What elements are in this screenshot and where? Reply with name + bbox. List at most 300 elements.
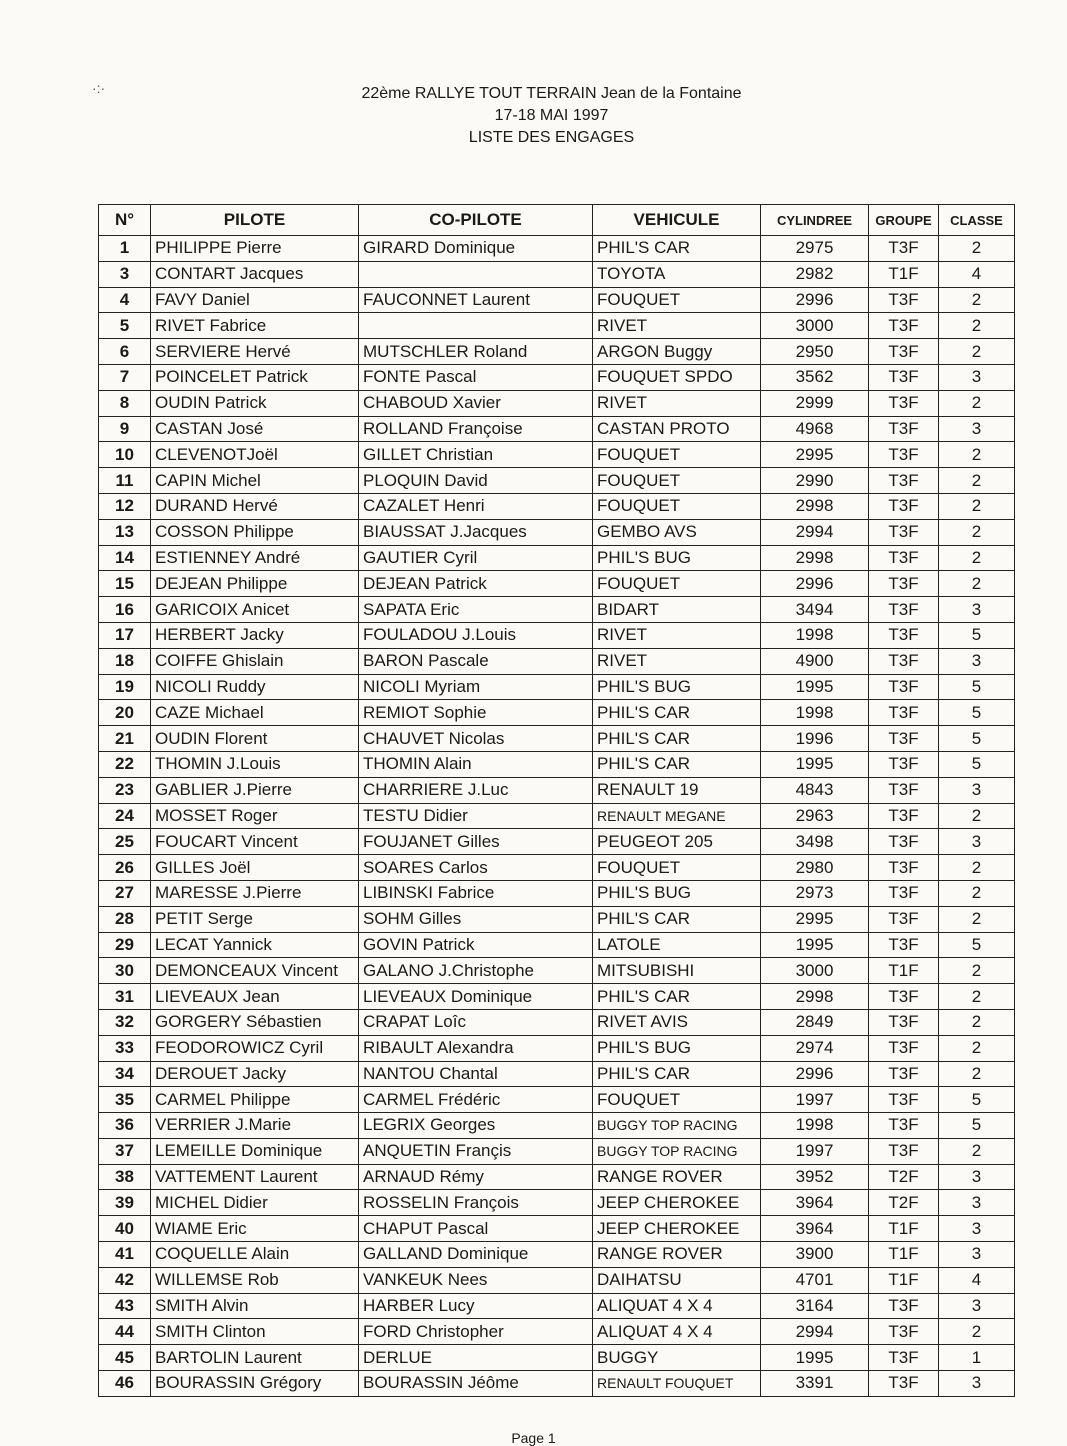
cylindree-cell: 2849 bbox=[761, 1009, 869, 1035]
copilote-cell: THOMIN Alain bbox=[359, 751, 593, 777]
copilote-cell: LIBINSKI Fabrice bbox=[359, 880, 593, 906]
cylindree-cell: 3964 bbox=[761, 1190, 869, 1216]
copilote-cell: CAZALET Henri bbox=[359, 493, 593, 519]
cylindree-cell: 1995 bbox=[761, 1345, 869, 1371]
column-header-classe: CLASSE bbox=[939, 205, 1015, 236]
table-body bbox=[99, 236, 1015, 1397]
entry-number: 23 bbox=[99, 777, 151, 803]
cylindree-cell: 1998 bbox=[761, 1113, 869, 1139]
classe-cell: 2 bbox=[939, 803, 1015, 829]
table-row bbox=[99, 261, 1015, 287]
pilote-cell: THOMIN J.Louis bbox=[151, 751, 359, 777]
copilote-cell: FOULADOU J.Louis bbox=[359, 622, 593, 648]
table-row bbox=[99, 751, 1015, 777]
classe-cell: 2 bbox=[939, 313, 1015, 339]
cylindree-cell: 1995 bbox=[761, 932, 869, 958]
copilote-cell: SAPATA Eric bbox=[359, 597, 593, 623]
table-row bbox=[99, 1242, 1015, 1268]
entry-number: 10 bbox=[99, 442, 151, 468]
table-row bbox=[99, 958, 1015, 984]
groupe-cell: T3F bbox=[869, 236, 939, 262]
vehicule-cell: PHIL'S CAR bbox=[593, 906, 761, 932]
classe-cell: 2 bbox=[939, 1138, 1015, 1164]
document-title: 22ème RALLYE TOUT TERRAIN Jean de la Fontaine bbox=[361, 85, 742, 102]
groupe-cell: T3F bbox=[869, 1061, 939, 1087]
classe-cell: 3 bbox=[939, 1216, 1015, 1242]
classe-cell: 3 bbox=[939, 364, 1015, 390]
entry-number: 44 bbox=[99, 1319, 151, 1345]
cylindree-cell: 3164 bbox=[761, 1293, 869, 1319]
entry-number: 12 bbox=[99, 493, 151, 519]
entry-number: 18 bbox=[99, 648, 151, 674]
table-row bbox=[99, 855, 1015, 881]
cylindree-cell: 2975 bbox=[761, 236, 869, 262]
entry-number: 19 bbox=[99, 674, 151, 700]
scan-mark: ·:· bbox=[92, 80, 106, 96]
groupe-cell: T1F bbox=[869, 1242, 939, 1268]
copilote-cell: BARON Pascale bbox=[359, 648, 593, 674]
entry-number: 28 bbox=[99, 906, 151, 932]
pilote-cell: DEROUET Jacky bbox=[151, 1061, 359, 1087]
vehicule-cell: FOUQUET bbox=[593, 571, 761, 597]
copilote-cell: FONTE Pascal bbox=[359, 364, 593, 390]
groupe-cell: T1F bbox=[869, 1216, 939, 1242]
vehicule-cell: RIVET bbox=[593, 648, 761, 674]
groupe-cell: T2F bbox=[869, 1190, 939, 1216]
vehicule-cell: PHIL'S CAR bbox=[593, 984, 761, 1010]
groupe-cell: T3F bbox=[869, 390, 939, 416]
pilote-cell: CARMEL Philippe bbox=[151, 1087, 359, 1113]
groupe-cell: T3F bbox=[869, 622, 939, 648]
cylindree-cell: 2994 bbox=[761, 519, 869, 545]
pilote-cell: RIVET Fabrice bbox=[151, 313, 359, 339]
groupe-cell: T3F bbox=[869, 674, 939, 700]
vehicule-cell: PHIL'S BUG bbox=[593, 1035, 761, 1061]
classe-cell: 3 bbox=[939, 1242, 1015, 1268]
groupe-cell: T3F bbox=[869, 726, 939, 752]
column-header-number: N° bbox=[99, 205, 151, 236]
classe-cell: 3 bbox=[939, 1371, 1015, 1397]
table-row bbox=[99, 571, 1015, 597]
vehicule-cell: TOYOTA bbox=[593, 261, 761, 287]
groupe-cell: T1F bbox=[869, 261, 939, 287]
pilote-cell: ESTIENNEY André bbox=[151, 545, 359, 571]
copilote-cell: ANQUETIN Françis bbox=[359, 1138, 593, 1164]
copilote-cell: GILLET Christian bbox=[359, 442, 593, 468]
entry-number: 16 bbox=[99, 597, 151, 623]
copilote-cell: DERLUE bbox=[359, 1345, 593, 1371]
entry-number: 32 bbox=[99, 1009, 151, 1035]
cylindree-cell: 2994 bbox=[761, 1319, 869, 1345]
classe-cell: 5 bbox=[939, 622, 1015, 648]
classe-cell: 2 bbox=[939, 1061, 1015, 1087]
table-row bbox=[99, 1087, 1015, 1113]
pilote-cell: SMITH Alvin bbox=[151, 1293, 359, 1319]
cylindree-cell: 2999 bbox=[761, 390, 869, 416]
pilote-cell: VATTEMENT Laurent bbox=[151, 1164, 359, 1190]
table-row bbox=[99, 313, 1015, 339]
copilote-cell: BOURASSIN Jéôme bbox=[359, 1371, 593, 1397]
classe-cell: 2 bbox=[939, 468, 1015, 494]
vehicule-cell: DAIHATSU bbox=[593, 1267, 761, 1293]
table-row bbox=[99, 777, 1015, 803]
pilote-cell: DURAND Hervé bbox=[151, 493, 359, 519]
pilote-cell: CLEVENOTJoël bbox=[151, 442, 359, 468]
classe-cell: 3 bbox=[939, 1164, 1015, 1190]
vehicule-cell: ALIQUAT 4 X 4 bbox=[593, 1293, 761, 1319]
vehicule-cell: RIVET bbox=[593, 313, 761, 339]
entry-number: 35 bbox=[99, 1087, 151, 1113]
classe-cell: 4 bbox=[939, 261, 1015, 287]
copilote-cell: CHAUVET Nicolas bbox=[359, 726, 593, 752]
classe-cell: 2 bbox=[939, 1009, 1015, 1035]
groupe-cell: T2F bbox=[869, 1164, 939, 1190]
copilote-cell: GOVIN Patrick bbox=[359, 932, 593, 958]
groupe-cell: T3F bbox=[869, 1319, 939, 1345]
vehicule-cell: FOUQUET bbox=[593, 442, 761, 468]
entry-number: 9 bbox=[99, 416, 151, 442]
cylindree-cell: 3900 bbox=[761, 1242, 869, 1268]
table-row bbox=[99, 416, 1015, 442]
column-header-copilote: CO-PILOTE bbox=[359, 205, 593, 236]
cylindree-cell: 3391 bbox=[761, 1371, 869, 1397]
cylindree-cell: 1997 bbox=[761, 1087, 869, 1113]
pilote-cell: VERRIER J.Marie bbox=[151, 1113, 359, 1139]
pilote-cell: HERBERT Jacky bbox=[151, 622, 359, 648]
entry-number: 42 bbox=[99, 1267, 151, 1293]
groupe-cell: T3F bbox=[869, 1345, 939, 1371]
groupe-cell: T3F bbox=[869, 803, 939, 829]
table-row bbox=[99, 984, 1015, 1010]
vehicule-cell: PHIL'S BUG bbox=[593, 674, 761, 700]
vehicule-cell: PHIL'S CAR bbox=[593, 726, 761, 752]
entry-number: 13 bbox=[99, 519, 151, 545]
copilote-cell: GAUTIER Cyril bbox=[359, 545, 593, 571]
entry-number: 41 bbox=[99, 1242, 151, 1268]
groupe-cell: T3F bbox=[869, 751, 939, 777]
vehicule-cell: PHIL'S CAR bbox=[593, 1061, 761, 1087]
pilote-cell: GORGERY Sébastien bbox=[151, 1009, 359, 1035]
table-row bbox=[99, 1267, 1015, 1293]
entry-number: 30 bbox=[99, 958, 151, 984]
groupe-cell: T3F bbox=[869, 287, 939, 313]
groupe-cell: T3F bbox=[869, 1293, 939, 1319]
pilote-cell: POINCELET Patrick bbox=[151, 364, 359, 390]
column-header-vehicule: VEHICULE bbox=[593, 205, 761, 236]
groupe-cell: T3F bbox=[869, 1371, 939, 1397]
classe-cell: 2 bbox=[939, 958, 1015, 984]
classe-cell: 2 bbox=[939, 984, 1015, 1010]
table-row bbox=[99, 493, 1015, 519]
copilote-cell: GALLAND Dominique bbox=[359, 1242, 593, 1268]
copilote-cell: FAUCONNET Laurent bbox=[359, 287, 593, 313]
entry-number: 8 bbox=[99, 390, 151, 416]
cylindree-cell: 4900 bbox=[761, 648, 869, 674]
cylindree-cell: 2995 bbox=[761, 906, 869, 932]
pilote-cell: BARTOLIN Laurent bbox=[151, 1345, 359, 1371]
entry-number: 27 bbox=[99, 880, 151, 906]
pilote-cell: SERVIERE Hervé bbox=[151, 339, 359, 365]
entries-table bbox=[98, 204, 1015, 1397]
pilote-cell: MOSSET Roger bbox=[151, 803, 359, 829]
table-row bbox=[99, 390, 1015, 416]
table-row bbox=[99, 829, 1015, 855]
vehicule-cell: JEEP CHEROKEE bbox=[593, 1216, 761, 1242]
cylindree-cell: 2963 bbox=[761, 803, 869, 829]
groupe-cell: T3F bbox=[869, 493, 939, 519]
vehicule-cell: PEUGEOT 205 bbox=[593, 829, 761, 855]
groupe-cell: T3F bbox=[869, 468, 939, 494]
entry-number: 29 bbox=[99, 932, 151, 958]
vehicule-cell: RANGE ROVER bbox=[593, 1242, 761, 1268]
groupe-cell: T3F bbox=[869, 597, 939, 623]
groupe-cell: T3F bbox=[869, 1009, 939, 1035]
cylindree-cell: 1995 bbox=[761, 751, 869, 777]
groupe-cell: T3F bbox=[869, 339, 939, 365]
entry-number: 4 bbox=[99, 287, 151, 313]
classe-cell: 3 bbox=[939, 416, 1015, 442]
table-row bbox=[99, 1216, 1015, 1242]
entry-number: 21 bbox=[99, 726, 151, 752]
cylindree-cell: 2950 bbox=[761, 339, 869, 365]
table-row bbox=[99, 597, 1015, 623]
vehicule-cell: FOUQUET bbox=[593, 493, 761, 519]
groupe-cell: T3F bbox=[869, 313, 939, 339]
vehicule-cell: GEMBO AVS bbox=[593, 519, 761, 545]
entry-number: 11 bbox=[99, 468, 151, 494]
cylindree-cell: 4701 bbox=[761, 1267, 869, 1293]
classe-cell: 3 bbox=[939, 1190, 1015, 1216]
cylindree-cell: 2990 bbox=[761, 468, 869, 494]
table-row bbox=[99, 1035, 1015, 1061]
groupe-cell: T3F bbox=[869, 984, 939, 1010]
groupe-cell: T3F bbox=[869, 519, 939, 545]
classe-cell: 1 bbox=[939, 1345, 1015, 1371]
table-row bbox=[99, 803, 1015, 829]
copilote-cell: GIRARD Dominique bbox=[359, 236, 593, 262]
copilote-cell: NANTOU Chantal bbox=[359, 1061, 593, 1087]
classe-cell: 5 bbox=[939, 700, 1015, 726]
classe-cell: 5 bbox=[939, 674, 1015, 700]
vehicule-cell: FOUQUET bbox=[593, 468, 761, 494]
copilote-cell: TESTU Didier bbox=[359, 803, 593, 829]
cylindree-cell: 3000 bbox=[761, 958, 869, 984]
classe-cell: 2 bbox=[939, 855, 1015, 881]
groupe-cell: T3F bbox=[869, 442, 939, 468]
vehicule-cell: PHIL'S BUG bbox=[593, 880, 761, 906]
copilote-cell: REMIOT Sophie bbox=[359, 700, 593, 726]
table-row bbox=[99, 1009, 1015, 1035]
vehicule-cell: JEEP CHEROKEE bbox=[593, 1190, 761, 1216]
copilote-cell: DEJEAN Patrick bbox=[359, 571, 593, 597]
classe-cell: 5 bbox=[939, 932, 1015, 958]
document-header bbox=[0, 83, 1067, 149]
copilote-cell: SOARES Carlos bbox=[359, 855, 593, 881]
pilote-cell: WILLEMSE Rob bbox=[151, 1267, 359, 1293]
groupe-cell: T3F bbox=[869, 777, 939, 803]
entry-number: 26 bbox=[99, 855, 151, 881]
table-row bbox=[99, 1319, 1015, 1345]
table-row bbox=[99, 932, 1015, 958]
copilote-cell: FORD Christopher bbox=[359, 1319, 593, 1345]
cylindree-cell: 3000 bbox=[761, 313, 869, 339]
vehicule-cell: RENAULT MEGANE bbox=[593, 803, 761, 829]
cylindree-cell: 1995 bbox=[761, 674, 869, 700]
classe-cell: 2 bbox=[939, 390, 1015, 416]
entry-number: 6 bbox=[99, 339, 151, 365]
table-row bbox=[99, 674, 1015, 700]
classe-cell: 3 bbox=[939, 648, 1015, 674]
table-row bbox=[99, 519, 1015, 545]
entry-number: 46 bbox=[99, 1371, 151, 1397]
table-row bbox=[99, 287, 1015, 313]
entry-number: 38 bbox=[99, 1164, 151, 1190]
cylindree-cell: 2998 bbox=[761, 545, 869, 571]
pilote-cell: GILLES Joël bbox=[151, 855, 359, 881]
cylindree-cell: 2973 bbox=[761, 880, 869, 906]
cylindree-cell: 4968 bbox=[761, 416, 869, 442]
entry-number: 15 bbox=[99, 571, 151, 597]
vehicule-cell: MITSUBISHI bbox=[593, 958, 761, 984]
pilote-cell: MARESSE J.Pierre bbox=[151, 880, 359, 906]
table-row bbox=[99, 1293, 1015, 1319]
copilote-cell: CARMEL Frédéric bbox=[359, 1087, 593, 1113]
table-row bbox=[99, 622, 1015, 648]
groupe-cell: T3F bbox=[869, 932, 939, 958]
entry-number: 1 bbox=[99, 236, 151, 262]
table-row bbox=[99, 700, 1015, 726]
page-footer: Page 1 bbox=[511, 1430, 556, 1446]
pilote-cell: DEMONCEAUX Vincent bbox=[151, 958, 359, 984]
table-row bbox=[99, 1138, 1015, 1164]
vehicule-cell: CASTAN PROTO bbox=[593, 416, 761, 442]
cylindree-cell: 3494 bbox=[761, 597, 869, 623]
classe-cell: 5 bbox=[939, 726, 1015, 752]
classe-cell: 5 bbox=[939, 1113, 1015, 1139]
vehicule-cell: RIVET bbox=[593, 390, 761, 416]
cylindree-cell: 3952 bbox=[761, 1164, 869, 1190]
document-dates: 17-18 MAI 1997 bbox=[494, 107, 609, 124]
cylindree-cell: 1997 bbox=[761, 1138, 869, 1164]
entry-number: 22 bbox=[99, 751, 151, 777]
entry-number: 33 bbox=[99, 1035, 151, 1061]
vehicule-cell: ALIQUAT 4 X 4 bbox=[593, 1319, 761, 1345]
vehicule-cell: RANGE ROVER bbox=[593, 1164, 761, 1190]
table-row bbox=[99, 1164, 1015, 1190]
vehicule-cell: PHIL'S CAR bbox=[593, 751, 761, 777]
copilote-cell: ROLLAND Françoise bbox=[359, 416, 593, 442]
entry-number: 25 bbox=[99, 829, 151, 855]
copilote-cell: NICOLI Myriam bbox=[359, 674, 593, 700]
vehicule-cell: RENAULT FOUQUET bbox=[593, 1371, 761, 1397]
copilote-cell: SOHM Gilles bbox=[359, 906, 593, 932]
groupe-cell: T3F bbox=[869, 880, 939, 906]
entry-number: 31 bbox=[99, 984, 151, 1010]
classe-cell: 2 bbox=[939, 236, 1015, 262]
pilote-cell: COQUELLE Alain bbox=[151, 1242, 359, 1268]
pilote-cell: LIEVEAUX Jean bbox=[151, 984, 359, 1010]
entry-number: 45 bbox=[99, 1345, 151, 1371]
classe-cell: 3 bbox=[939, 829, 1015, 855]
vehicule-cell: LATOLE bbox=[593, 932, 761, 958]
classe-cell: 2 bbox=[939, 880, 1015, 906]
cylindree-cell: 1996 bbox=[761, 726, 869, 752]
table-row bbox=[99, 880, 1015, 906]
pilote-cell: NICOLI Ruddy bbox=[151, 674, 359, 700]
copilote-cell: BIAUSSAT J.Jacques bbox=[359, 519, 593, 545]
copilote-cell: VANKEUK Nees bbox=[359, 1267, 593, 1293]
copilote-cell: CRAPAT Loîc bbox=[359, 1009, 593, 1035]
copilote-cell: CHABOUD Xavier bbox=[359, 390, 593, 416]
copilote-cell: CHARRIERE J.Luc bbox=[359, 777, 593, 803]
vehicule-cell: BUGGY bbox=[593, 1345, 761, 1371]
vehicule-cell: BIDART bbox=[593, 597, 761, 623]
pilote-cell: MICHEL Didier bbox=[151, 1190, 359, 1216]
entry-number: 3 bbox=[99, 261, 151, 287]
classe-cell: 5 bbox=[939, 751, 1015, 777]
table-row bbox=[99, 339, 1015, 365]
cylindree-cell: 2974 bbox=[761, 1035, 869, 1061]
groupe-cell: T3F bbox=[869, 416, 939, 442]
classe-cell: 4 bbox=[939, 1267, 1015, 1293]
classe-cell: 2 bbox=[939, 287, 1015, 313]
table-row bbox=[99, 1061, 1015, 1087]
pilote-cell: FAVY Daniel bbox=[151, 287, 359, 313]
table-row bbox=[99, 442, 1015, 468]
entry-number: 37 bbox=[99, 1138, 151, 1164]
vehicule-cell: FOUQUET bbox=[593, 855, 761, 881]
copilote-cell: CHAPUT Pascal bbox=[359, 1216, 593, 1242]
table-row bbox=[99, 236, 1015, 262]
vehicule-cell: BUGGY TOP RACING bbox=[593, 1113, 761, 1139]
classe-cell: 3 bbox=[939, 777, 1015, 803]
pilote-cell: COSSON Philippe bbox=[151, 519, 359, 545]
document-subtitle: LISTE DES ENGAGES bbox=[468, 129, 635, 146]
copilote-cell bbox=[359, 313, 593, 339]
entry-number: 5 bbox=[99, 313, 151, 339]
pilote-cell: CONTART Jacques bbox=[151, 261, 359, 287]
table-row bbox=[99, 545, 1015, 571]
cylindree-cell: 3562 bbox=[761, 364, 869, 390]
table-row bbox=[99, 648, 1015, 674]
classe-cell: 2 bbox=[939, 1035, 1015, 1061]
vehicule-cell: FOUQUET bbox=[593, 287, 761, 313]
classe-cell: 5 bbox=[939, 1087, 1015, 1113]
cylindree-cell: 3498 bbox=[761, 829, 869, 855]
copilote-cell: HARBER Lucy bbox=[359, 1293, 593, 1319]
groupe-cell: T1F bbox=[869, 958, 939, 984]
pilote-cell: CAZE Michael bbox=[151, 700, 359, 726]
table-row bbox=[99, 1113, 1015, 1139]
cylindree-cell: 2996 bbox=[761, 287, 869, 313]
column-header-cylindree: CYLINDREE bbox=[761, 205, 869, 236]
cylindree-cell: 2995 bbox=[761, 442, 869, 468]
cylindree-cell: 2996 bbox=[761, 1061, 869, 1087]
vehicule-cell: BUGGY TOP RACING bbox=[593, 1138, 761, 1164]
groupe-cell: T3F bbox=[869, 855, 939, 881]
table-row bbox=[99, 726, 1015, 752]
copilote-cell: FOUJANET Gilles bbox=[359, 829, 593, 855]
pilote-cell: COIFFE Ghislain bbox=[151, 648, 359, 674]
vehicule-cell: RIVET bbox=[593, 622, 761, 648]
table-row bbox=[99, 1190, 1015, 1216]
pilote-cell: BOURASSIN Grégory bbox=[151, 1371, 359, 1397]
classe-cell: 3 bbox=[939, 1293, 1015, 1319]
groupe-cell: T3F bbox=[869, 829, 939, 855]
pilote-cell: WIAME Eric bbox=[151, 1216, 359, 1242]
vehicule-cell: PHIL'S CAR bbox=[593, 700, 761, 726]
table-row bbox=[99, 1371, 1015, 1397]
